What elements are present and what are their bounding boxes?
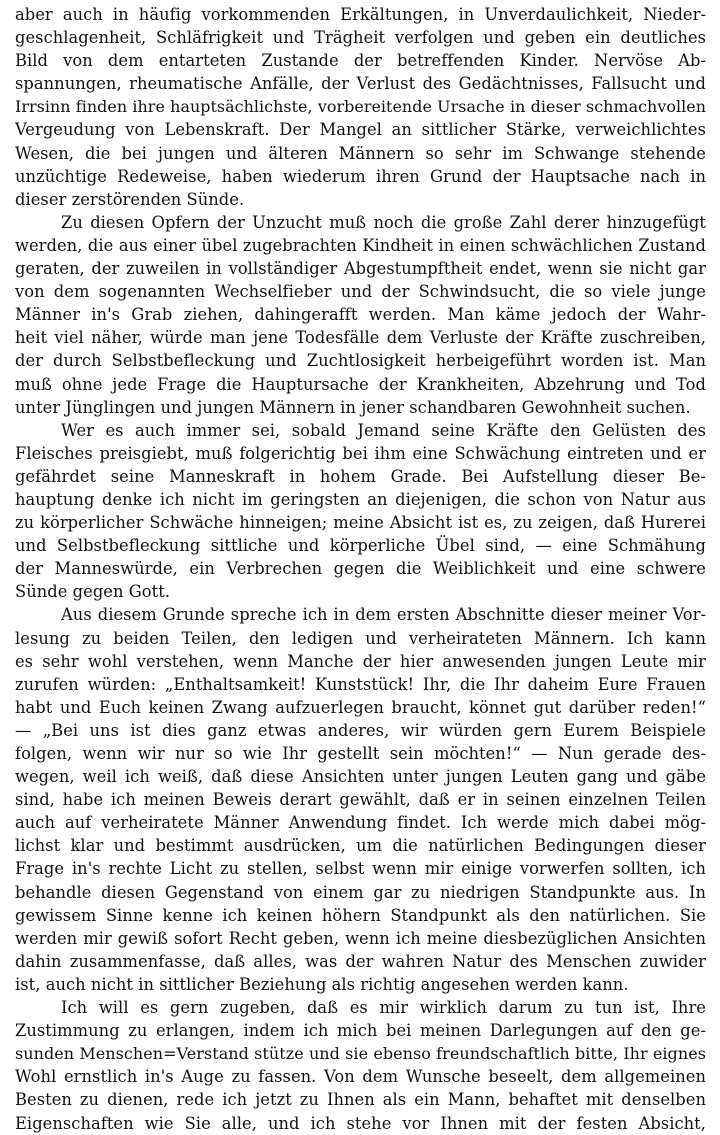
text-line: dahin zusammenfasse, daß alles, was der wahren Natur des Menschen zuwider — [15, 951, 706, 971]
text-line: hauptung denke ich nicht im geringsten an diejenigen, die schon von Natur aus — [15, 489, 706, 509]
text-line: werden mir gewiß sofort Recht geben, wenn ich meine diesbezüglichen Ansichten — [15, 928, 706, 948]
text-line: Eigenschaften wie Sie alle, und ich stehe vor Ihnen mit der festen Absicht, — [15, 1113, 706, 1133]
text-line: folgen, wenn wir nur so wie Ihr gestellt sein möchten!“ — Nun gerade des- — [15, 744, 706, 763]
text-line: geraten, der zuweilen in vollständiger Abgestumpftheit endet, wenn sie nicht gar — [15, 259, 706, 279]
text-line: gefährdet seine Manneskraft in hohem Grade. Bei Aufstellung dieser Be- — [15, 466, 706, 486]
text-line: ist, auch nicht in sittlicher Beziehung als richtig angesehen werden kann. — [15, 974, 629, 994]
text-line: der durch Selbstbefleckung und Zuchtlosigkeit herbeigeführt worden ist. Man — [15, 351, 706, 371]
text-line: Frage in's rechte Licht zu stellen, selbst wenn mir einige vorwerfen sollten, ich — [15, 859, 706, 879]
text-line: aber auch in häufig vorkommenden Erkältungen, in Unverdaulichkeit, Nieder- — [15, 5, 706, 24]
text-line: sunden Menschen=Verstand stütze und sie ebenso freundschaftlich bitte, Ihr eignes — [15, 1044, 706, 1064]
text-line: Zustimmung zu erlangen, indem ich mich bei meinen Darlegungen auf den ge- — [15, 1021, 706, 1041]
text-line: gewissem Sinne kenne ich keinen höhern Standpunkt als den natürlichen. Sie — [15, 905, 706, 925]
text-line: zu körperlicher Schwäche hinneigen; meine Absicht ist es, zu zeigen, daß Hurerei — [15, 513, 706, 533]
text-line: der Manneswürde, ein Verbrechen gegen die Weiblichkeit und eine schwere — [15, 559, 706, 579]
text-line: Irrsinn finden ihre hauptsächlichste, vorbereitende Ursache in dieser schmachvollen — [15, 97, 706, 117]
text-line: Fleisches preisgiebt, muß folgerichtig bei ihm eine Schwächung eintreten und er — [15, 443, 706, 463]
text-line: es sehr wohl verstehen, wenn Manche der hier anwesenden jungen Leute mir — [15, 651, 706, 671]
text-line: zurufen würden: „Enthaltsamkeit! Kunststück! Ihr, die Ihr daheim Eure Frauen — [15, 674, 706, 694]
text-line: Besten zu dienen, rede ich jetzt zu Ihnen als ein Mann, behaftet mit denselben — [15, 1090, 706, 1110]
paragraph-first-line: Ich will es gern zugeben, daß es mir wirklich darum zu tun ist, Ihre — [61, 998, 706, 1018]
text-line: heit viel näher, würde man jene Todesfälle dem Verluste der Kräfte zuschreiben, — [15, 328, 706, 348]
text-line: von dem sogenannten Wechselfieber und der Schwindsucht, die so viele junge — [15, 282, 706, 302]
text-line: unzüchtige Redeweise, haben wiederum ihren Grund der Hauptsache nach in — [15, 166, 706, 186]
text-line: unter Jünglingen und jungen Männern in jener schandbaren Gewohnheit suchen. — [15, 397, 691, 417]
text-line: Vergeudung von Lebenskraft. Der Mangel an sittlicher Stärke, verweichlichtes — [15, 120, 706, 140]
text-line: Wohl ernstlich in's Auge zu fassen. Von dem Wunsche beseelt, dem allgemeinen — [15, 1067, 706, 1087]
paragraph-first-line: Aus diesem Grunde spreche ich in dem ersten Abschnitte dieser meiner Vor- — [61, 605, 706, 625]
text-line: Männer in's Grab ziehen, dahingerafft werden. Man käme jedoch der Wahr- — [15, 305, 706, 325]
text-line: geschlagenheit, Schläfrigkeit und Trägheit verfolgen und geben ein deutliches — [15, 28, 706, 48]
text-line: auch auf verheiratete Männer Anwendung findet. Ich werde mich dabei mög- — [15, 813, 706, 833]
text-line: und Selbstbefleckung sittliche und körperliche Übel sind, — eine Schmähung — [15, 536, 706, 556]
text-line: behandle diesen Gegenstand von einem gar zu niedrigen Standpunkte aus. In — [15, 882, 706, 902]
text-line: Wesen, die bei jungen und älteren Männern so sehr im Schwange stehende — [15, 143, 706, 163]
text-line: wegen, weil ich weiß, daß diese Ansichten unter jungen Leuten gang und gäbe — [15, 767, 706, 787]
text-line: habt und Euch keinen Zwang aufzuerlegen braucht, könnet gut darüber reden!“ — [15, 697, 706, 717]
paragraph-first-line: Wer es auch immer sei, sobald Jemand seine Kräfte den Gelüsten des — [61, 420, 706, 440]
paragraph-first-line: Zu diesen Opfern der Unzucht muß noch die große Zahl derer hinzugefügt — [61, 212, 706, 232]
text-line: muß ohne jede Frage die Hauptursache der Krankheiten, Abzehrung und Tod — [15, 374, 706, 394]
text-line: — „Bei uns ist dies ganz etwas anderes, wir würden gern Eurem Beispiele — [15, 720, 706, 740]
text-line: werden, die aus einer übel zugebrachten Kindheit in einen schwächlichen Zustand — [15, 235, 706, 255]
text-line: Bild von dem entarteten Zustande der betreffenden Kinder. Nervöse Ab- — [15, 51, 706, 71]
text-line: lichst klar und bestimmt ausdrücken, um die natürlichen Bedingungen dieser — [15, 836, 706, 856]
text-line: dieser zerstörenden Sünde. — [15, 189, 245, 209]
text-line: lesung zu beiden Teilen, den ledigen und verheirateten Männern. Ich kann — [15, 628, 706, 648]
text-line: sind, habe ich meinen Beweis derart gewählt, daß er in seinen einzelnen Teilen — [15, 790, 706, 810]
text-line: spannungen, rheumatische Anfälle, der Verlust des Gedächtnisses, Fallsucht und — [15, 74, 706, 94]
text-line: Sünde gegen Gott. — [15, 582, 171, 602]
